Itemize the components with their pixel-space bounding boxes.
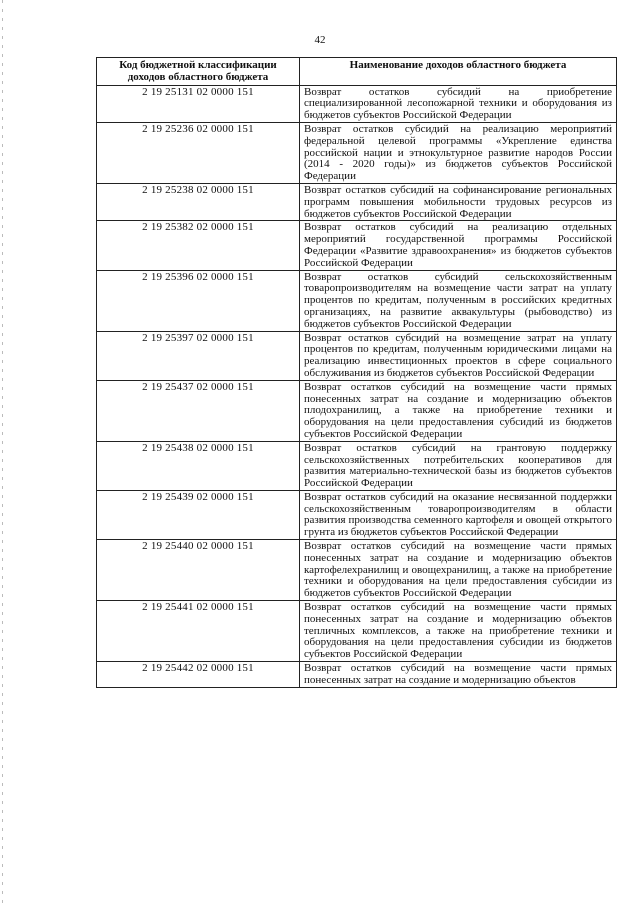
revenue-name-cell: Возврат остатков субсидий на возмещение затрат на уплату процентов по кредитам, полученным юридическими лицами на реализацию инвестиционных проектов в сфере социального обслуживания из бюджетов субъектов Российской Федерации: [300, 331, 617, 380]
table-row: [97, 490, 617, 539]
revenue-name-cell: Возврат остатков субсидий на оказание несвязанной поддержки сельскохозяйственным товаропроизводителям в области развития производства семенного картофеля и овощей открытого грунта из бюджетов субъектов Российской Федерации: [300, 490, 617, 539]
table-row: [97, 441, 617, 490]
table-row: [97, 270, 617, 331]
revenue-code-cell: 2 19 25441 02 0000 151: [97, 601, 300, 662]
table-row: [97, 540, 617, 601]
table-row: [97, 380, 617, 441]
header-name: Наименование доходов областного бюджета: [300, 58, 617, 86]
page-number: 42: [314, 34, 326, 46]
revenue-name-cell: Возврат остатков субсидий на реализацию отдельных мероприятий государственной программы Российской Федерации «Развитие здравоохранения» из бюджетов субъектов Российской Федерации: [300, 221, 617, 270]
table-row: [97, 122, 617, 183]
revenue-name-cell: Возврат остатков субсидий на возмещение части прямых понесенных затрат на создание и модернизацию объектов тепличных комплексов, а также на приобретение техники и оборудования на цели предоставления субсидии из бюджетов субъектов Российской Федерации: [300, 601, 617, 662]
table-row: [97, 662, 617, 688]
revenue-name-cell: Возврат остатков субсидий на возмещение части прямых понесенных затрат на создание и модернизацию объектов картофелехранилищ и овощехранилищ, а также на приобретение техники и оборудования на цели предоставления субсидии из бюджетов субъектов Российской Федерации: [300, 540, 617, 601]
revenue-name-cell: Возврат остатков субсидий на приобретение специализированной лесопожарной техники и оборудования из бюджетов субъектов Российской Федерации: [300, 85, 617, 122]
revenue-code-cell: 2 19 25236 02 0000 151: [97, 122, 300, 183]
table-body: [97, 85, 617, 687]
scan-edge-line: [2, 0, 3, 905]
header-code: Код бюджетной классификации доходов областного бюджета: [97, 58, 300, 86]
revenue-code-cell: 2 19 25131 02 0000 151: [97, 85, 300, 122]
budget-revenue-table: [96, 57, 617, 688]
table-row: [97, 331, 617, 380]
table-row: [97, 85, 617, 122]
table-header-row: [97, 58, 617, 86]
table-row: [97, 221, 617, 270]
revenue-code-cell: 2 19 25442 02 0000 151: [97, 662, 300, 688]
revenue-code-cell: 2 19 25397 02 0000 151: [97, 331, 300, 380]
revenue-code-cell: 2 19 25439 02 0000 151: [97, 490, 300, 539]
revenue-name-cell: Возврат остатков субсидий на грантовую поддержку сельскохозяйственных потребительских кооперативов для развития материально-технической базы из бюджетов субъектов Российской Федерации: [300, 441, 617, 490]
revenue-name-cell: Возврат остатков субсидий на возмещение части прямых понесенных затрат на создание и модернизацию объектов плодохранилищ, а также на приобретение техники и оборудования на цели предоставления субсидий из бюджетов субъектов Российской Федерации: [300, 380, 617, 441]
revenue-name-cell: Возврат остатков субсидий на реализацию мероприятий федеральной целевой программы «Укрепление единства российской нации и этнокультурное развитие народов России (2014 - 2020 годы)» из бюджетов субъектов Российской Федерации: [300, 122, 617, 183]
table-row: [97, 183, 617, 220]
revenue-code-cell: 2 19 25440 02 0000 151: [97, 540, 300, 601]
revenue-name-cell: Возврат остатков субсидий на возмещение части прямых понесенных затрат на создание и модернизацию объектов: [300, 662, 617, 688]
revenue-code-cell: 2 19 25437 02 0000 151: [97, 380, 300, 441]
revenue-name-cell: Возврат остатков субсидий сельскохозяйственным товаропроизводителям на возмещение части затрат на уплату процентов по кредитам, полученным в российских кредитных организациях, на развитие аквакультуры (рыбоводство) из бюджетов субъектов Российской Федерации: [300, 270, 617, 331]
revenue-code-cell: 2 19 25438 02 0000 151: [97, 441, 300, 490]
revenue-code-cell: 2 19 25382 02 0000 151: [97, 221, 300, 270]
revenue-name-cell: Возврат остатков субсидий на софинансирование региональных программ повышения мобильности трудовых ресурсов из бюджетов субъектов Российской Федерации: [300, 183, 617, 220]
revenue-code-cell: 2 19 25238 02 0000 151: [97, 183, 300, 220]
table-row: [97, 601, 617, 662]
revenue-code-cell: 2 19 25396 02 0000 151: [97, 270, 300, 331]
